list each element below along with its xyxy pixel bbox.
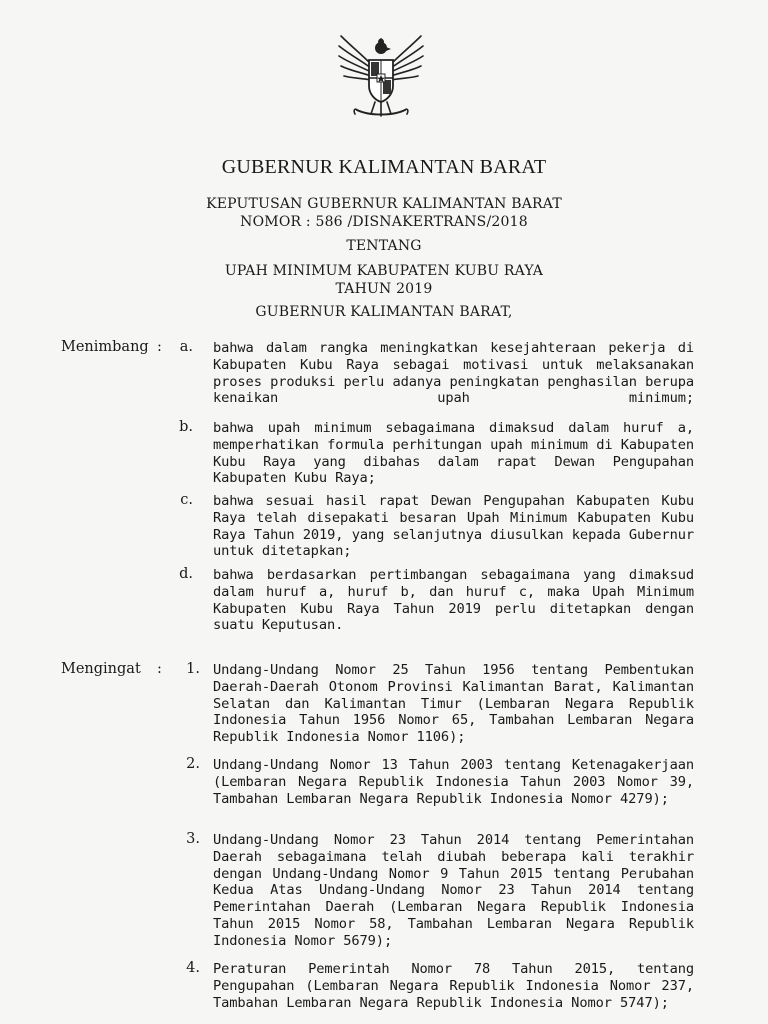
menimbang-colon: : (157, 339, 162, 355)
list-item-text: bahwa berdasarkan pertimbangan sebagaimana yang dimaksud dalam huruf a, huruf b, dan huruf c, maka Upah Minimum Kabupaten Kubu Raya Tahun 2019 perlu ditetapkan dengan suatu Keputusan. (213, 567, 694, 634)
list-marker: 1. (186, 661, 200, 677)
about-heading: TENTANG (346, 238, 422, 254)
mengingat-colon: : (157, 661, 162, 677)
list-marker: a. (179, 339, 193, 355)
list-marker: d. (179, 566, 193, 582)
decree-number: NOMOR : 586 /DISNAKERTRANS/2018 (240, 214, 528, 230)
list-marker: 2. (186, 756, 200, 772)
subject-line-1: UPAH MINIMUM KABUPATEN KUBU RAYA (224, 263, 544, 279)
list-marker: 3. (186, 831, 200, 847)
subject-line-2: TAHUN 2019 (335, 281, 433, 297)
list-item-text: bahwa dalam rangka meningkatkan kesejahteraan pekerja di Kabupaten Kubu Raya sebagai motivasi untuk melaksanakan proses produksi perlu adanya peningkatan penghasilan berupa kenaikan upah minimum; (213, 340, 694, 407)
decree-title: KEPUTUSAN GUBERNUR KALIMANTAN BARAT (206, 196, 562, 212)
list-item-text: Undang-Undang Nomor 25 Tahun 1956 tentang Pembentukan Daerah-Daerah Otonom Provinsi Kalimantan Barat, Kalimantan Selatan dan Kalimantan Timur (Lembaran Negara Republik Indonesia Tahun 1956 Nomor 65, Tambahan Lembaran Negara Republik Indonesia Nomor 1106); (213, 662, 694, 746)
list-item-text: Undang-Undang Nomor 13 Tahun 2003 tentang Ketenagakerjaan (Lembaran Negara Republik Indonesia Tahun 2003 Nomor 39, Tambahan Lembaran Negara Republik Indonesia Nomor 4279); (213, 757, 694, 807)
issuer-line: GUBERNUR KALIMANTAN BARAT, (255, 304, 513, 320)
menimbang-label: Menimbang (61, 339, 149, 355)
mengingat-label: Mengingat (61, 661, 141, 677)
list-marker: b. (179, 419, 193, 435)
list-item-text: bahwa upah minimum sebagaimana dimaksud dalam huruf a, memperhatikan formula perhitungan upah minimum di Kabupaten Kubu Raya yang dibahas dalam rapat Dewan Pengupahan Kabupaten Kubu Raya; (213, 420, 694, 487)
list-marker: c. (180, 492, 193, 508)
list-item-text: Peraturan Pemerintah Nomor 78 Tahun 2015, tentang Pengupahan (Lembaran Negara Republik Indonesia Nomor 237, Tambahan Lembaran Negara Republik Indonesia Nomor 5747); (213, 961, 694, 1011)
list-marker: 4. (186, 960, 200, 976)
list-item-text: Undang-Undang Nomor 23 Tahun 2014 tentang Pemerintahan Daerah sebagaimana telah diubah beberapa kali terakhir dengan Undang-Undang Nomor 9 Tahun 2015 tentang Perubahan Kedua Atas Undang-Undang Nomor 23 Tahun 2014 tentang Pemerintahan Daerah (Lembaran Negara Republik Indonesia Tahun 2015 Nomor 58, Tambahan Lembaran Negara Republik Indonesia Nomor 5679); (213, 832, 694, 949)
list-item-text: bahwa sesuai hasil rapat Dewan Pengupahan Kabupaten Kubu Raya telah disepakati besaran Upah Minimum Kabupaten Kubu Raya Tahun 2019, yang selanjutnya diusulkan kepada Gubernur untuk ditetapkan; (213, 493, 694, 560)
governor-title: GUBERNUR KALIMANTAN BARAT (221, 156, 547, 178)
garuda-emblem-icon (331, 24, 431, 124)
